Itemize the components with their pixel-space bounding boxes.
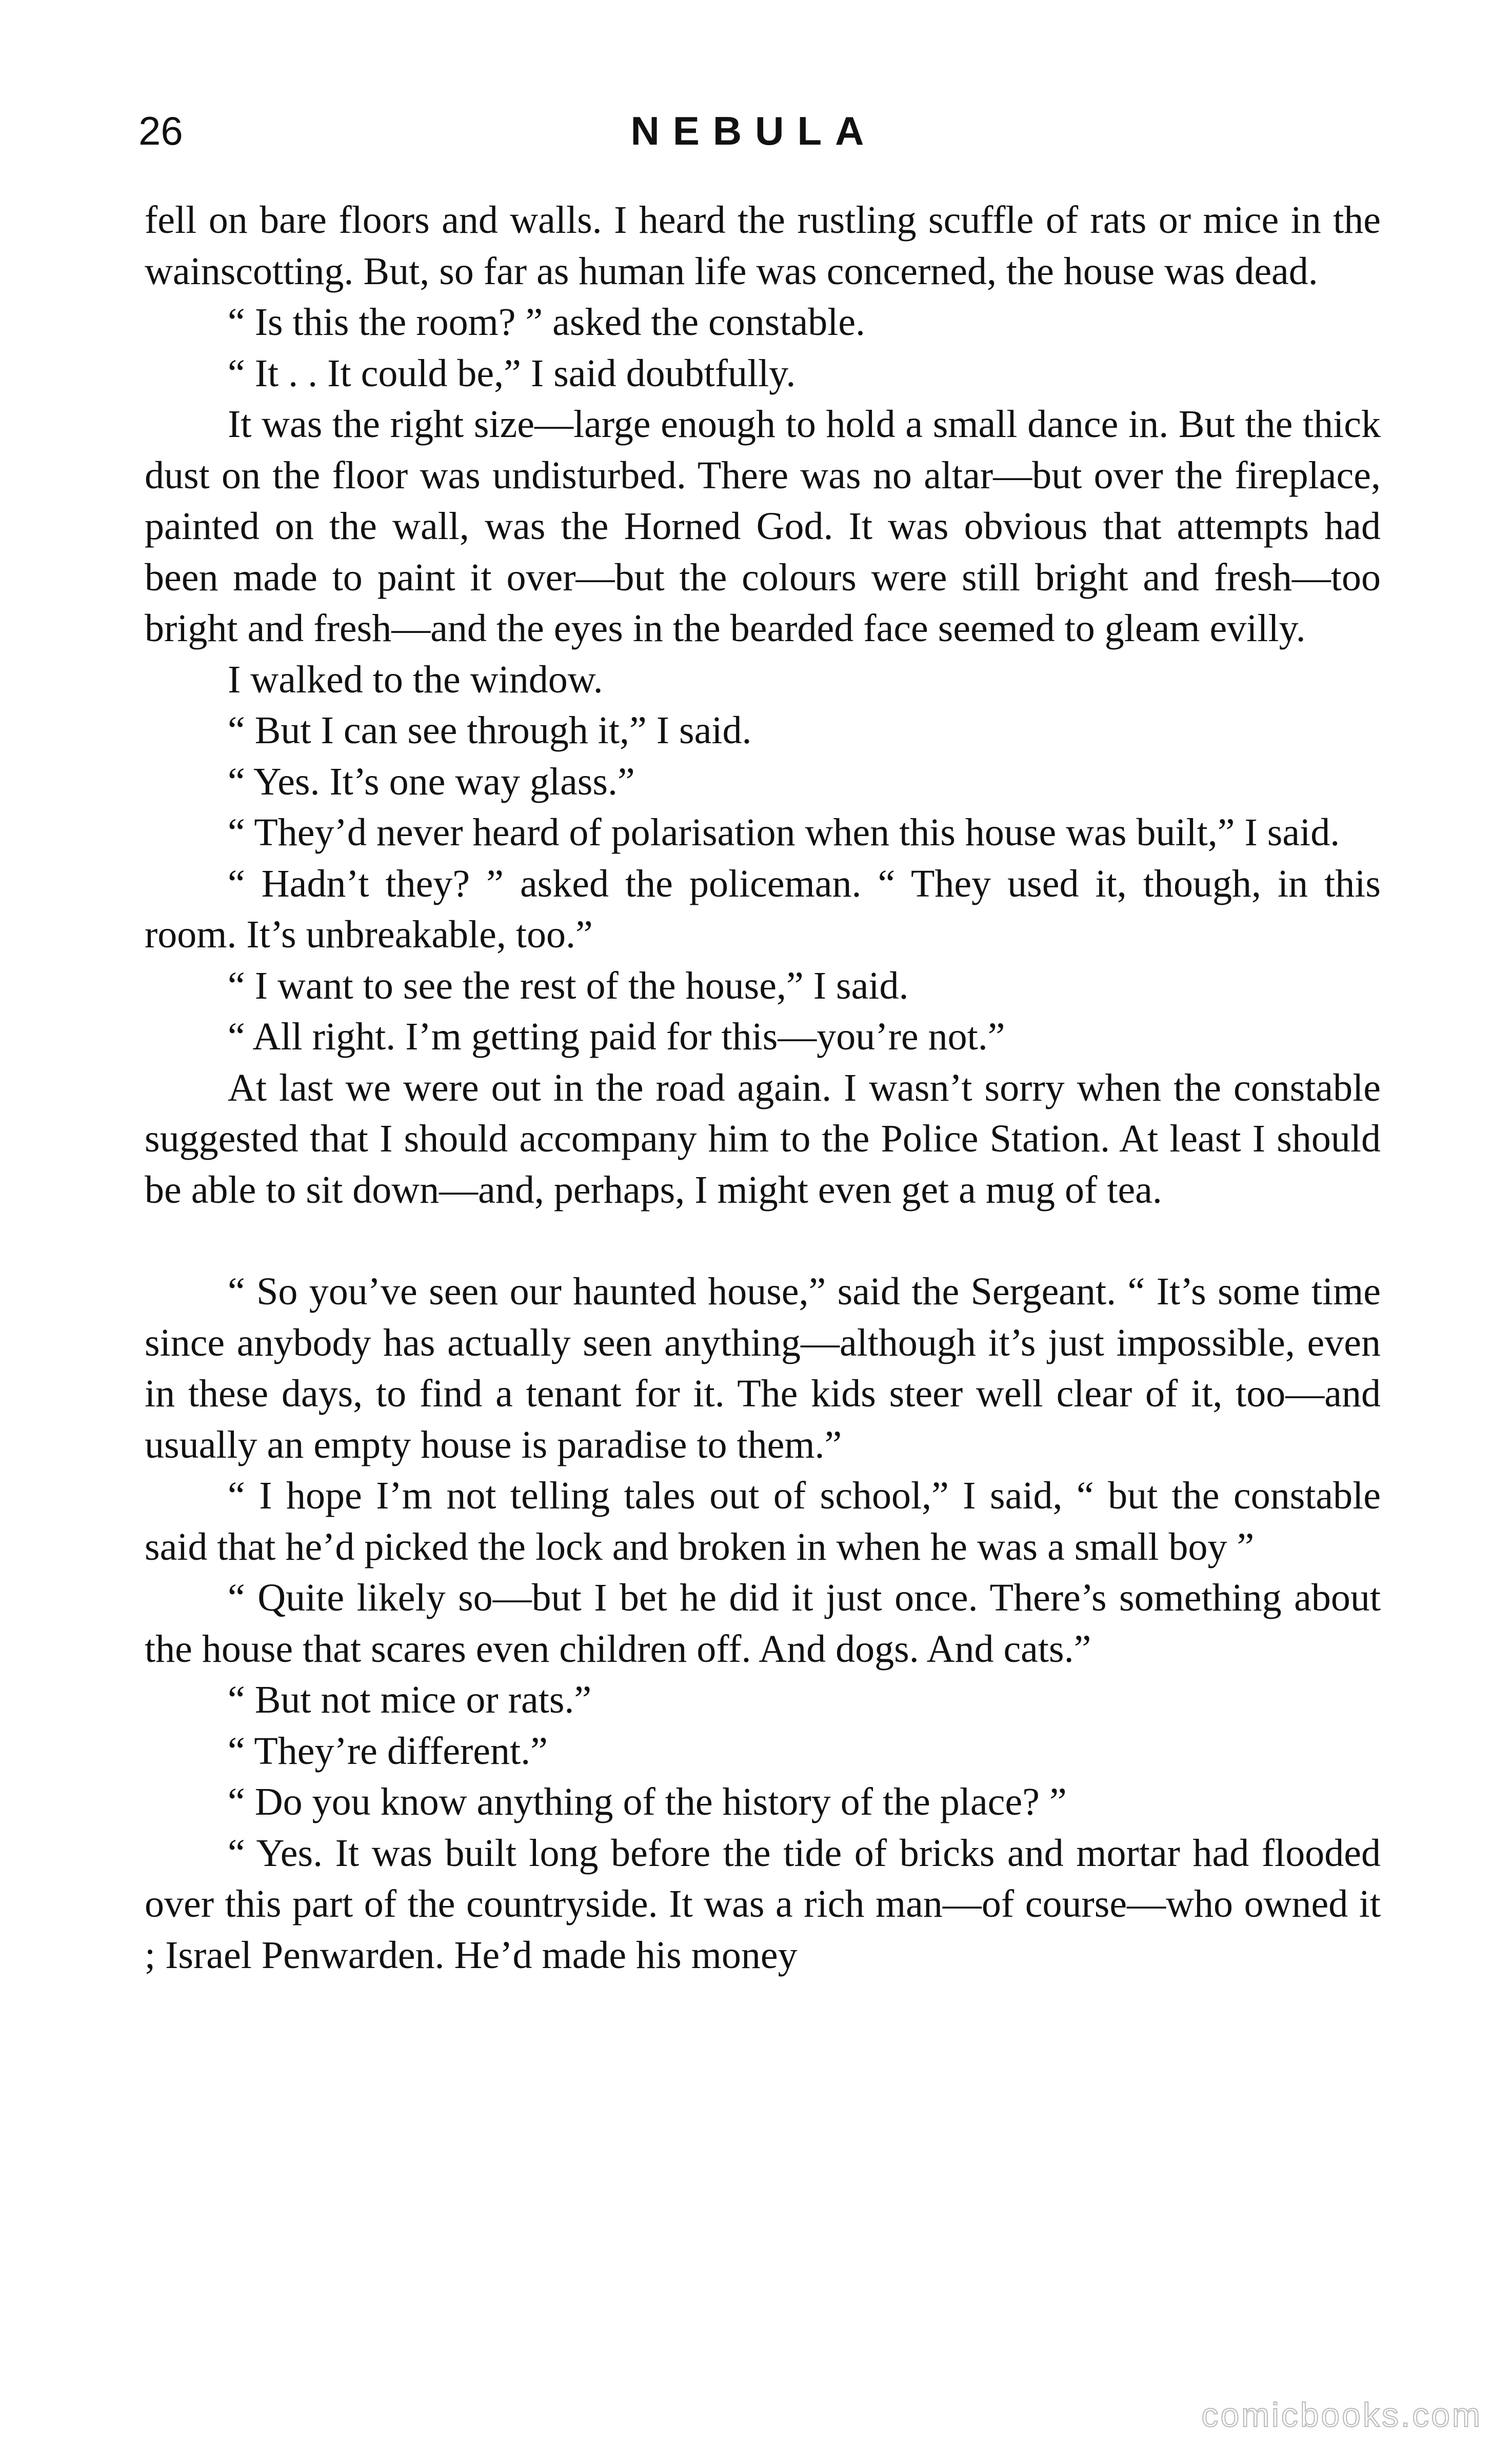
- running-title: NEBULA: [630, 108, 878, 153]
- page-header: [138, 95, 1369, 167]
- paragraph: I walked to the window.: [228, 658, 603, 701]
- paragraph: It was the right size—large enough to hold a small dance in. But the thick dust on the floor was undisturbed. There was no altar—but over the fireplace, painted on the wall, was the Horned God. It was obvious that attempts had been made to paint it over—but the colours were still bright and fresh—too bright and fresh—and the eyes in the bearded face seemed to gleam evilly.: [145, 403, 1381, 650]
- paragraph: “ Yes. It was built long before the tide of bricks and mortar had flooded over this part of the countryside. It was a rich man—of course—who owned it ; Israel Penwarden. He’d made his money: [145, 1831, 1381, 1977]
- paragraph: “ Hadn’t they? ” asked the policeman. “ They used it, though, in this room. It’s unbreakable, too.”: [145, 862, 1381, 956]
- paragraph: “ Is this the room? ” asked the constable.: [228, 301, 866, 344]
- paragraph: “ Yes. It’s one way glass.”: [228, 760, 635, 803]
- paragraph: “ They’d never heard of polarisation when this house was built,” I said.: [228, 811, 1340, 854]
- page-number: 26: [138, 108, 183, 153]
- paragraph: At last we were out in the road again. I wasn’t sorry when the constable suggested that I should accompany him to the Police Station. At least I should be able to sit down—and, perhaps, I might even get a mug of tea.: [145, 1066, 1381, 1211]
- body-text: [145, 195, 1381, 1981]
- paragraph: “ But not mice or rats.”: [228, 1678, 592, 1721]
- paragraph: “ All right. I’m getting paid for this—you’re not.”: [228, 1015, 1005, 1058]
- paragraph: “ I want to see the rest of the house,” I said.: [228, 964, 909, 1007]
- paragraph: “ I hope I’m not telling tales out of school,” I said, “ but the constable said that he’d picked the lock and broken in when he was a small boy ”: [145, 1474, 1381, 1568]
- paragraph: “ It . . It could be,” I said doubtfully.: [228, 351, 796, 395]
- paragraph: “ Quite likely so—but I bet he did it just once. There’s something about the house that scares even children off. And dogs. And cats.”: [145, 1576, 1381, 1671]
- watermark: comicbooks.com: [1201, 2396, 1482, 2434]
- paragraph: “ So you’ve seen our haunted house,” said the Sergeant. “ It’s some time since anybody has actually seen anything—although it’s just impossible, even in these days, to find a tenant for it. The kids steer well clear of it, too—and usually an empty house is paradise to them.”: [145, 1270, 1381, 1466]
- paragraph: “ Do you know anything of the history of the place? ”: [228, 1780, 1067, 1823]
- paragraph: fell on bare floors and walls. I heard the rustling scuffle of rats or mice in the wainscotting. But, so far as human life was concerned, the house was dead.: [145, 198, 1381, 293]
- paragraph: “ They’re different.”: [228, 1729, 548, 1773]
- paragraph: “ But I can see through it,” I said.: [228, 709, 752, 752]
